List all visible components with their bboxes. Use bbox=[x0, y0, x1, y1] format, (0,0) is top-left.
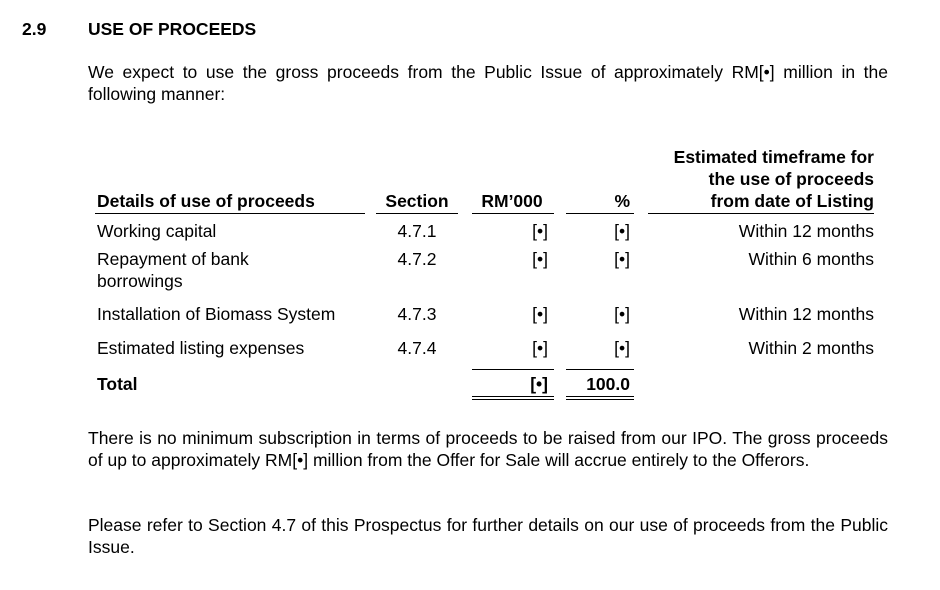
total-double-rule-rm bbox=[472, 396, 554, 400]
total-label: Total bbox=[97, 374, 138, 394]
intro-paragraph: We expect to use the gross proceeds from the Public Issue of approximately RM[•] million in the following manner: bbox=[88, 62, 888, 104]
row-details: Working capital bbox=[97, 221, 217, 241]
row-timeframe: Within 12 months bbox=[738, 304, 874, 324]
subscription-paragraph: There is no minimum subscription in terms of proceeds to be raised from our IPO. The gross proceeds of up to approximately RM[•] million from the Offer for Sale will accrue entirely to the Offerors. bbox=[88, 428, 888, 470]
total-top-rule-rm bbox=[472, 369, 554, 370]
row-pct: [•] bbox=[614, 249, 630, 269]
header-rule-timeframe bbox=[648, 213, 874, 214]
total-pct: 100.0 bbox=[586, 374, 630, 394]
row-timeframe: Within 12 months bbox=[738, 221, 874, 241]
header-timeframe-line3: from date of Listing bbox=[710, 191, 874, 211]
row-timeframe: Within 2 months bbox=[748, 338, 874, 358]
header-details: Details of use of proceeds bbox=[97, 191, 315, 211]
row-rm: [•] bbox=[532, 249, 548, 269]
total-double-rule-pct bbox=[566, 396, 634, 400]
header-timeframe-line2: the use of proceeds bbox=[708, 169, 874, 189]
row-details-line1: Repayment of bank bbox=[97, 249, 249, 269]
section-number: 2.9 bbox=[22, 19, 47, 39]
section-title: USE OF PROCEEDS bbox=[88, 19, 257, 39]
header-rule-pct bbox=[566, 213, 634, 214]
header-timeframe-line1: Estimated timeframe for bbox=[673, 147, 874, 167]
row-pct: [•] bbox=[614, 304, 630, 324]
total-top-rule-pct bbox=[566, 369, 634, 370]
header-rule-rm bbox=[472, 213, 554, 214]
row-timeframe: Within 6 months bbox=[748, 249, 874, 269]
header-rule-details bbox=[95, 213, 365, 214]
row-details: Estimated listing expenses bbox=[97, 338, 305, 358]
row-section: 4.7.1 bbox=[397, 221, 437, 241]
row-rm: [•] bbox=[532, 304, 548, 324]
row-rm: [•] bbox=[532, 338, 548, 358]
row-rm: [•] bbox=[532, 221, 548, 241]
row-pct: [•] bbox=[614, 221, 630, 241]
reference-paragraph: Please refer to Section 4.7 of this Prospectus for further details on our use of proceeds from the Public Issue. bbox=[88, 515, 888, 557]
row-section: 4.7.4 bbox=[397, 338, 437, 358]
header-section: Section bbox=[385, 191, 449, 211]
row-pct: [•] bbox=[614, 338, 630, 358]
header-rm: RM’000 bbox=[481, 191, 543, 211]
row-section: 4.7.2 bbox=[397, 249, 437, 269]
row-details: Installation of Biomass System bbox=[97, 304, 336, 324]
row-section: 4.7.3 bbox=[397, 304, 437, 324]
row-details-line2: borrowings bbox=[97, 271, 183, 291]
header-pct: % bbox=[614, 191, 630, 211]
header-rule-section bbox=[376, 213, 458, 214]
total-rm: [•] bbox=[530, 374, 548, 394]
